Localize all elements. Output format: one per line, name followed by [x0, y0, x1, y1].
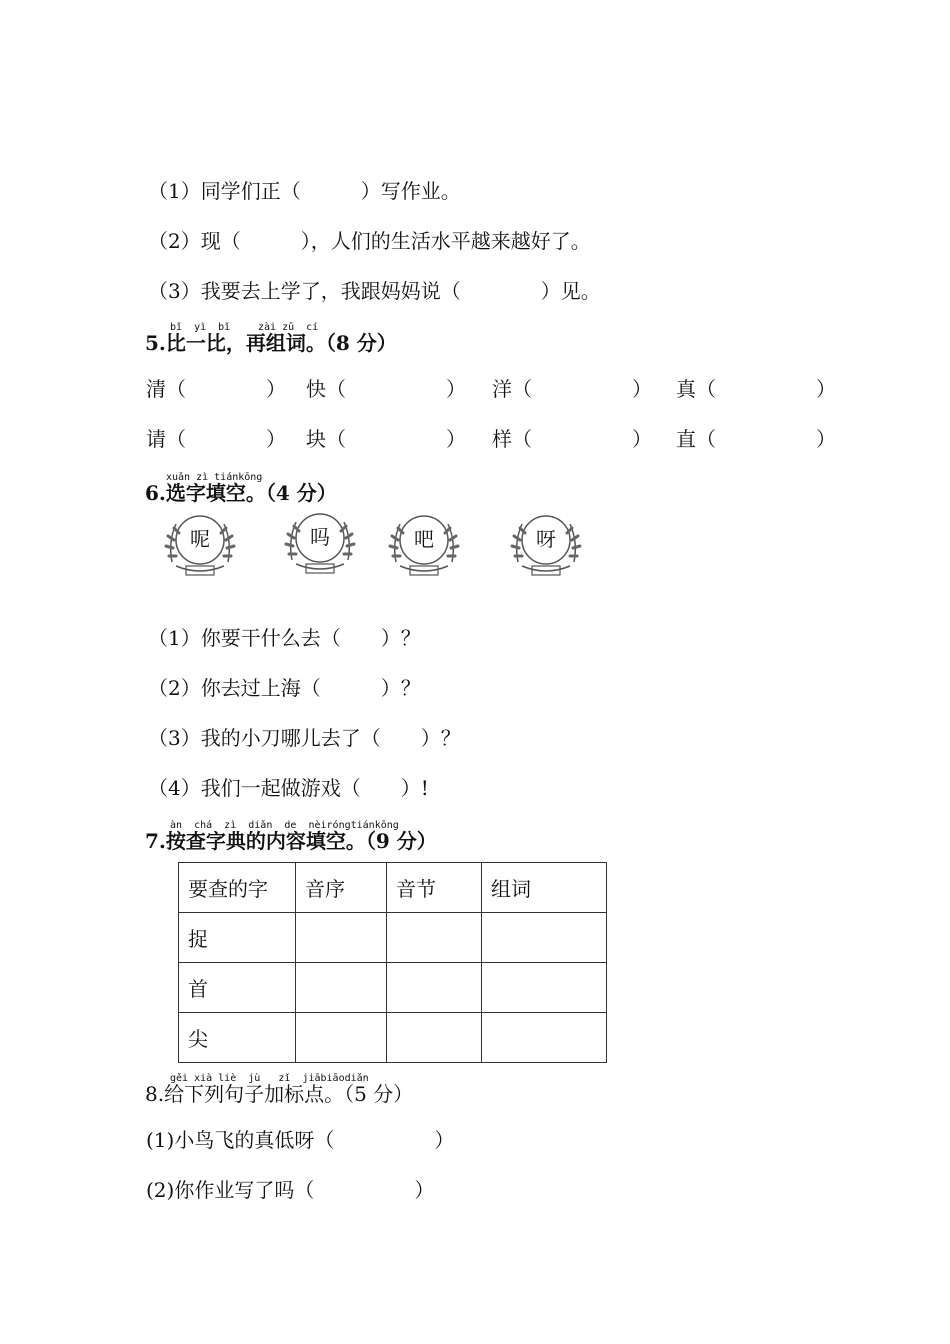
q4-item-1: （1）同学们正（ ）写作业。 [148, 179, 461, 203]
q5-word-1-4: 真（ ） [676, 377, 836, 401]
table-cell-blank[interactable] [387, 913, 482, 963]
dictionary-table [178, 862, 607, 1063]
option-char: 呢 [190, 527, 210, 551]
q6-item-4: （4）我们一起做游戏（ ）! [148, 776, 429, 800]
table-row [179, 913, 607, 963]
q6-item-3: （3）我的小刀哪儿去了（ ）？ [148, 726, 461, 750]
table-cell-char: 首 [179, 963, 296, 1013]
table-cell-char: 尖 [179, 1013, 296, 1063]
q7-title: 7.按查字典的内容填空。（9 分） [145, 829, 437, 853]
q5-word-1-2: 快（ ） [306, 377, 466, 401]
q8-pinyin: gěi xià liè jù zǐ jiābiāodiǎn [170, 1073, 369, 1084]
table-cell-blank[interactable] [296, 963, 387, 1013]
q5-word-1-3: 洋（ ） [492, 377, 652, 401]
q5-pinyin-2: zài zǔ cí [258, 322, 319, 333]
q4-item-3: （3）我要去上学了，我跟妈妈说（ ）见。 [148, 279, 601, 303]
table-header-cell: 组词 [482, 863, 607, 913]
q4-item-2: （2）现（ ），人们的生活水平越来越好了。 [148, 229, 591, 253]
q5-pinyin-1: bǐ yì bǐ [170, 322, 231, 333]
q5-word-2-2: 块（ ） [306, 427, 466, 451]
table-header-cell: 要查的字 [179, 863, 296, 913]
table-header-cell: 音节 [387, 863, 482, 913]
q5-word-2-3: 样（ ） [492, 427, 652, 451]
table-cell-blank[interactable] [387, 1013, 482, 1063]
table-cell-blank[interactable] [296, 1013, 387, 1063]
q7-pinyin: àn chá zì diǎn de nèiróngtiánkōng [170, 820, 399, 831]
option-char: 吧 [414, 527, 434, 551]
table-header-row [179, 863, 607, 913]
q8-title: 8.给下列句子加标点。（5 分） [145, 1082, 414, 1106]
table-cell-blank[interactable] [387, 963, 482, 1013]
option-badge-ba [384, 512, 476, 584]
table-row [179, 963, 607, 1013]
q8-item-2: (2)你作业写了吗（ ） [146, 1178, 435, 1202]
q5-title: 5.比一比，再组词。（8 分） [145, 331, 397, 355]
q5-word-2-4: 直（ ） [676, 427, 836, 451]
q5-word-2-1: 请（ ） [146, 427, 286, 451]
table-cell-blank[interactable] [482, 913, 607, 963]
option-char: 呀 [536, 527, 556, 551]
table-cell-blank[interactable] [482, 963, 607, 1013]
q6-item-2: （2）你去过上海（ ）？ [148, 676, 421, 700]
table-header-cell: 音序 [296, 863, 387, 913]
q6-item-1: （1）你要干什么去（ ）？ [148, 626, 421, 650]
q6-title: 6.选字填空。（4 分） [145, 481, 337, 505]
table-cell-char: 捉 [179, 913, 296, 963]
q5-word-1-1: 清（ ） [146, 377, 286, 401]
option-badge-ne [160, 512, 252, 584]
option-badge-ya [506, 512, 598, 584]
option-char: 吗 [310, 525, 330, 549]
option-badge-ma [280, 510, 372, 582]
q8-item-1: (1)小鸟飞的真低呀（ ） [146, 1128, 455, 1152]
table-row [179, 1013, 607, 1063]
table-cell-blank[interactable] [296, 913, 387, 963]
q6-pinyin: xuǎn zì tiánkōng [166, 472, 263, 483]
table-cell-blank[interactable] [482, 1013, 607, 1063]
